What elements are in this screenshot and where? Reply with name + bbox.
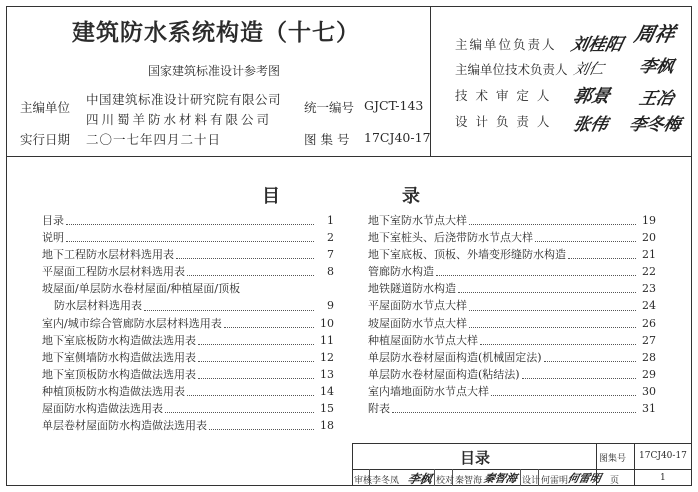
code-value: GJCT-143 bbox=[364, 98, 424, 113]
title-block-title: 目录 bbox=[460, 449, 491, 467]
title-block bbox=[352, 443, 692, 486]
design-label: 设计 bbox=[522, 476, 541, 486]
toc-entry[interactable]: 坡屋面/单层防水卷材屋面/种植屋面/顶板 bbox=[42, 282, 241, 296]
toc-entry[interactable]: 地铁隧道防水构造 23 bbox=[368, 282, 656, 296]
review-name: 李冬凤 bbox=[372, 476, 400, 486]
atlas-label: 图 集 号 bbox=[304, 132, 350, 147]
toc-left-column bbox=[42, 212, 334, 434]
toc-entry[interactable]: 坡屋面防水节点大样 26 bbox=[368, 316, 656, 330]
toc-heading-left: 目 bbox=[262, 186, 280, 207]
signature-chief-1: 刘桂阳 bbox=[569, 35, 625, 55]
date-value: 二〇一七年四月二十日 bbox=[86, 132, 222, 147]
page-label: 页 bbox=[610, 476, 620, 486]
title-block-atlas-value: 17CJ40-17 bbox=[639, 451, 687, 461]
atlas-value: 17CJ40-17 bbox=[364, 130, 431, 145]
signature-tech-1: 刘仁 bbox=[571, 60, 606, 78]
toc-entry[interactable]: 管廊防水构造 22 bbox=[368, 265, 656, 279]
toc-entry[interactable]: 种植屋面防水节点大样 27 bbox=[368, 333, 656, 347]
signature-chief-2: 周祥 bbox=[632, 22, 678, 46]
title-block-atlas-label: 图集号 bbox=[599, 454, 627, 464]
review-signature: 李枫 bbox=[406, 472, 434, 486]
toc-entry[interactable]: 说明 2 bbox=[42, 231, 334, 245]
check-name: 秦智海 bbox=[455, 476, 483, 486]
toc-entry[interactable]: 地下工程防水层材料选用表 7 bbox=[42, 248, 334, 262]
toc-entry[interactable]: 地下室侧墙防水构造做法选用表 12 bbox=[42, 350, 334, 364]
signature-tech-2: 李枫 bbox=[637, 57, 676, 77]
toc-entry[interactable]: 地下室底板、顶板、外墙变形缝防水构造 21 bbox=[368, 248, 656, 262]
signature-review-2: 王冶 bbox=[637, 89, 676, 109]
page-title: 建筑防水系统构造（十七） bbox=[72, 20, 360, 46]
toc-entry[interactable]: 地下室底板防水构造做法选用表 11 bbox=[42, 333, 334, 347]
design-signature: 何雷明 bbox=[566, 472, 603, 485]
editor-unit-2: 四川蜀羊防水材料有限公司 bbox=[86, 112, 273, 127]
review-label: 审核 bbox=[354, 476, 373, 486]
role-label-review: 技 术 审 定 人 bbox=[455, 88, 552, 103]
design-name: 何雷明 bbox=[541, 476, 569, 486]
toc-entry[interactable]: 室内/城市综合管廊防水层材料选用表 10 bbox=[42, 316, 334, 330]
check-label: 校对 bbox=[436, 476, 455, 486]
role-label-tech: 主编单位技术负责人 bbox=[455, 62, 568, 77]
toc-heading-right: 录 bbox=[402, 186, 420, 207]
toc-entry[interactable]: 屋面防水构造做法选用表 15 bbox=[42, 402, 334, 416]
role-label-chief: 主编单位负责人 bbox=[455, 37, 557, 52]
code-label: 统一编号 bbox=[304, 100, 355, 115]
toc-entry[interactable]: 种植顶板防水构造做法选用表 14 bbox=[42, 384, 334, 398]
toc-entry[interactable]: 平屋面防水节点大样 24 bbox=[368, 299, 656, 313]
toc-entry[interactable]: 防水层材料选用表 9 bbox=[54, 299, 334, 313]
toc-entry[interactable]: 目录 1 bbox=[42, 214, 334, 227]
toc-entry[interactable]: 单层防水卷材屋面构造(机械固定法) 28 bbox=[368, 350, 656, 364]
toc-right-column bbox=[368, 212, 656, 417]
toc-entry[interactable]: 室内墙地面防水节点大样 30 bbox=[368, 384, 656, 398]
header-divider bbox=[6, 156, 692, 157]
toc-entry[interactable]: 平屋面工程防水层材料选用表 8 bbox=[42, 265, 334, 279]
editor-unit-label: 主编单位 bbox=[20, 100, 71, 115]
check-signature: 秦智海 bbox=[482, 472, 519, 485]
toc-entry[interactable]: 附表 31 bbox=[368, 402, 656, 416]
page-subtitle: 国家建筑标准设计参考图 bbox=[148, 64, 281, 78]
toc-entry[interactable]: 单层卷材屋面防水构造做法选用表 18 bbox=[42, 419, 334, 433]
toc-entry[interactable]: 单层防水卷材屋面构造(粘结法) 29 bbox=[368, 367, 656, 381]
signature-design-1: 张伟 bbox=[571, 115, 610, 135]
role-label-design: 设 计 负 责 人 bbox=[455, 114, 552, 129]
page-number: 1 bbox=[660, 473, 666, 483]
toc-entry[interactable]: 地下室防水节点大样 19 bbox=[368, 214, 656, 227]
signature-design-2: 李冬梅 bbox=[627, 115, 683, 135]
editor-unit-1: 中国建筑标准设计研究院有限公司 bbox=[86, 92, 282, 107]
toc-entry[interactable]: 地下室顶板防水构造做法选用表 13 bbox=[42, 367, 334, 381]
toc-entry[interactable]: 地下室桩头、后浇带防水节点大样 20 bbox=[368, 231, 656, 245]
date-label: 实行日期 bbox=[20, 132, 71, 147]
signature-review-1: 郭景 bbox=[571, 86, 612, 107]
